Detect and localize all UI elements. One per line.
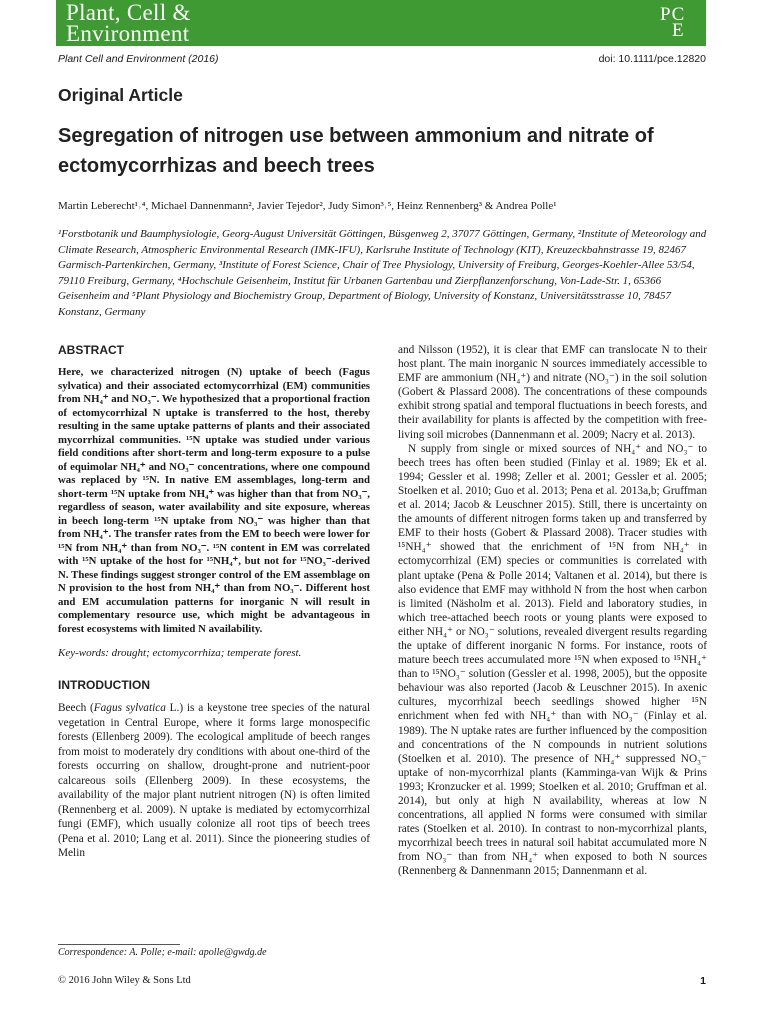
right-column [398, 343, 707, 879]
journal-banner-title: Plant, Cell & Environment [66, 0, 191, 46]
copyright-notice: © 2016 John Wiley & Sons Ltd [58, 975, 191, 986]
footnote-divider [58, 944, 180, 945]
journal-citation-line [58, 53, 706, 65]
journal-citation: Plant Cell and Environment (2016) [58, 53, 219, 65]
body-paragraph-1: and Nilsson (1952), it is clear that EMF can translocate N to their host plant. The main inorganic N sources immediately accessible to EMF are ammonium (NH₄⁺) and nitrate (NO₃⁻) in the soil solution (Gobert & Plassard 2008). The concentrations of these compounds exhibit strong spatial and temporal fluctuations in beech forests, and their availability for plants is affected by the competition with free-living soil microbes (Dannenmann et al. 2009; Nacry et al. 2013). [398, 344, 707, 441]
journal-banner [56, 0, 706, 46]
doi-link[interactable]: doi: 10.1111/pce.12820 [598, 53, 706, 65]
abstract-heading: ABSTRACT [58, 343, 124, 357]
correspondence-note: Correspondence: A. Polle; e-mail: apolle@gwdg.de [58, 947, 267, 958]
introduction-text [58, 701, 370, 861]
affiliations: ¹Forstbotanik und Baumphysiologie, Georg-August Universität Göttingen, Büsgenweg 2, 37077 Göttingen, Germany, ²Institute of Meteorology and Climate Research, Atmospheric Environmental Research (IMK-IFU), Karlsruhe Institute of Technology (KIT), Kreuzeckbahnstrasse 19, 82467 Garmisch-Partenkirchen, Germany, ³Institute of Forest Science, Chair of Tree Physiology, University of Freiburg, Georges-Koehler-Allee 53/54, 79110 Freiburg, Germany, ⁴Hochschule Geisenheim, Institut für Urbanen Gartenbau und Zierpflanzenforschung, Von-Lade-Str. 1, 65366 Geisenheim and ⁵Plant Physiology and Biochemistry Group, Department of Biology, University of Konstanz, Universitätsstrasse 10, 78457 Konstanz, Germany [58, 228, 707, 318]
keywords: Key-words: drought; ectomycorrhiza; temperate forest. [58, 647, 302, 659]
species-name: Fagus sylvatica [93, 702, 166, 714]
journal-logo [658, 4, 702, 42]
introduction-heading: INTRODUCTION [58, 678, 150, 692]
author-list: Martin Leberecht¹˒⁴, Michael Dannenmann², Javier Tejedor², Judy Simon³˒⁵, Heinz Rennenberg³ & Andrea Polle¹ [58, 200, 557, 212]
abstract-text: Here, we characterized nitrogen (N) uptake of beech (Fagus sylvatica) and their associated ectomycorrhizal (EM) communities from NH₄⁺ and NO₃⁻. We hypothesized that a proportional fraction of ectomycorrhizal N uptake is transferred to the host, thereby resulting in the same uptake patterns of plants and their associated mycorrhizal communities. ¹⁵N uptake was studied under various field conditions after short-term and long-term exposure to a pulse of equimolar NH₄⁺ and NO₃⁻ concentrations, where one compound was replaced by ¹⁵N. In native EM assemblages, long-term and short-term ¹⁵N uptake from NH₄⁺ was higher than that from NO₃⁻, regardless of season, water availability and site exposure, whereas in beech long-term ¹⁵N uptake from NO₃⁻ was higher than that from NH₄⁺. The transfer rates from the EM to beech were lower for ¹⁵N from NH₄⁺ than from NO₃⁻. ¹⁵N content in EM was correlated with ¹⁵N uptake of the host for ¹⁵NH₄⁺, but not for ¹⁵NO₃⁻-derived N. These findings suggest stronger control of the EM assemblage on N provision to the host from NH₄⁺ than from NO₃⁻. Different host and EM accumulation patterns for inorganic N will result in complementary resource use, which might be advantageous in forest ecosystems with limited N availability. [58, 366, 370, 635]
page-number: 1 [700, 975, 706, 987]
article-title: Segregation of nitrogen use between ammonium and nitrate of ectomycorrhizas and beech trees [58, 125, 654, 177]
body-paragraph-2: N supply from single or mixed sources of NH₄⁺ and NO₃⁻ to beech trees has often been studied (Finlay et al. 1989; Ek et al. 1994; Gessler et al. 1998; Zeller et al. 2001; Gessler et al. 2005; Stoelken et al. 2010; Guo et al. 2013; Pena et al. 2013a,b; Gruffman et al. 2014; Jacob & Leuschner 2015). Still, there is uncertainty on the amounts of different nitrogen forms taken up and transferred by EMF to their hosts (Gobert & Plassard 2008). Tracer studies with ¹⁵NH₄⁺ showed that the enrichment of ¹⁵N from NH₄⁺ in ectomycorrhizal (EM) species or communities is correlated with plant uptake (Pena & Polle 2014; Valtanen et al. 2014), but there is also evidence that EMF may withhold N from the host when carbon is limited (Näsholm et al. 2013). Field and laboratory studies, in which tree-attached beech roots or young plants were exposed to either NH₄⁺ or NO₃⁻ solutions, revealed divergent results regarding the uptake of different inorganic N forms. For instance, roots of mature beech trees accumulated more ¹⁵N when exposed to ¹⁵NH₄⁺ than to ¹⁵NO₃⁻ solution (Gessler et al. 1998, 2005), but the opposite behaviour was also reported (Jacob & Leuschner 2015). In axenic cultures, mycorrhizal beech seedlings showed higher ¹⁵N enrichment when fed with NH₄⁺ than with NO₃⁻ (Finlay et al. 1989). The N uptake rates are further influenced by the composition and concentrations of the N compounds in nutrient solutions (Stoelken et al. 2010). The presence of NH₄⁺ suppressed NO₃⁻ uptake of non-mycorrhizal plants (Kamminga-van Wijk & Prins 1993; Kronzucker et al. 1999; Stoelken et al. 2010; Gruffman et al. 2014), but only at high N availability, whereas at low N concentrations, all applied N forms were consumed with similar rates (Stoelken et al. 2010). In contrast to non-mycorrhizal plants, mycorrhizal beech trees in natural soil habitat accumulated more N from NO₃⁻ than from NH₄⁺ when exposed to both N sources (Rennenberg & Dannenmann 2015; Dannenmann et al. [398, 442, 707, 878]
journal-logo-bottom: E [672, 20, 684, 41]
left-column [58, 343, 370, 861]
introduction-text-start: Beech ( [58, 702, 94, 714]
journal-logo-top: PC [660, 4, 686, 25]
article-type: Original Article [58, 85, 183, 105]
introduction-text-rest: L.) is a keystone tree species of the natural vegetation in Central Europe, where it forms large monospecific forests (Ellenberg 2009). The ecological amplitude of beech ranges from moist to moderately dry conditions with about one-third of the forests occurring on shallow, drought-prone and nutrient-poor calcareous soils (Ellenberg 2009). In these ecosystems, the availability of the major plant nutrient nitrogen (N) is often limited (Rennenberg et al. 2009). N uptake is mediated by ectomycorrhizal fungi (EMF), which usually colonize all root tips of beech trees (Pena et al. 2010; Lang et al. 2011). Since the pioneering studies of Melin [58, 702, 371, 859]
